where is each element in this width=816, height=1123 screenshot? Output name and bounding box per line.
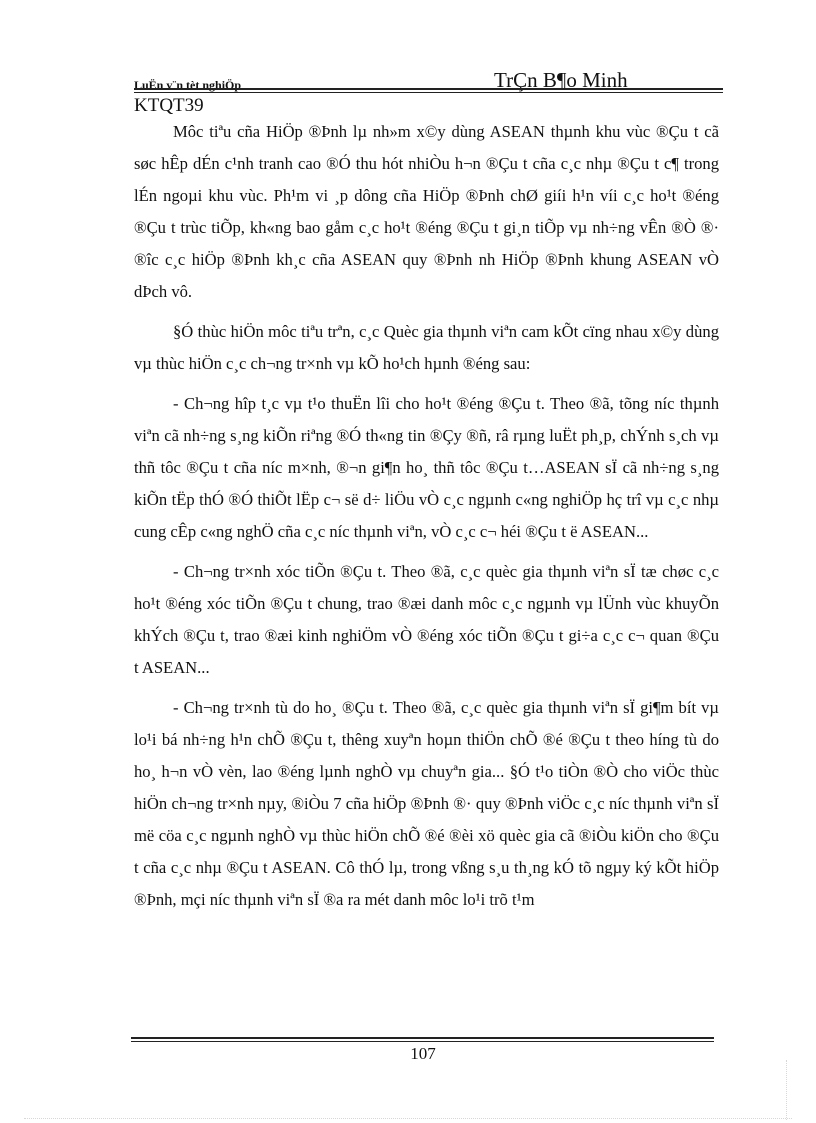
paragraph: - Ch¬ng tr×nh tù do ho¸ ®Çu t. Theo ®ã, c¸c quèc gia thµnh viªn sÏ gi¶m bít vµ lo¹i bá nh÷ng h¹n chÕ ®Çu t, thêng xuyªn hoµn thiÖn chÕ ®é ®Çu t theo híng tù do ho¸ h¬n vÒ vèn, lao ®éng lµnh nghÒ vµ chuyªn gia... §Ó t¹o tiÒn ®Ò cho viÖc thùc hiÖn ch¬ng tr×nh nµy, ®iÒu 7 cña hiÖp ®Þnh ®· quy ®Þnh viÖc c¸c níc thµnh viªn sÏ më cöa c¸c ngµnh nghÒ vµ thùc hiÖn chÕ ®é ®èi xö quèc gia cã ®iÒu kiÖn cho ®Çu t cña c¸c nhµ ®Çu t ASEAN. Cô thÓ lµ, trong vßng s¸u th¸ng kÓ tõ ngµy ký kÕt hiÖp ®Þnh, mçi níc thµnh viªn sÏ ®a ra mét danh môc lo¹i trõ t¹m (134, 698, 719, 909)
page-number: 107 (410, 1044, 436, 1063)
class-code: KTQT39 (134, 95, 204, 116)
page-edge-bottom (24, 1118, 792, 1119)
author-name: TrÇn B¶o Minh (494, 68, 628, 92)
document-body (134, 116, 719, 916)
paragraph: Môc tiªu cña HiÖp ®Þnh lµ nh»m x©y dùng ASEAN thµnh khu vùc ®Çu t cã søc hÊp dÉn c¹nh tranh cao ®Ó thu hót nhiÒu h¬n ®Çu t cña c¸c nhµ ®Çu t c¶ trong lÉn ngoµi khu vùc. Ph¹m vi ¸p dông cña HiÖp ®Þnh chØ giíi h¹n víi c¸c ho¹t ®éng ®Çu t trùc tiÕp, kh«ng bao gåm c¸c ho¹t ®éng ®Çu t gi¸n tiÕp vµ nh÷ng vÊn ®Ò ®· ®îc c¸c hiÖp ®Þnh kh¸c cña ASEAN quy ®Þnh nh HiÖp ®Þnh khung ASEAN vÒ dÞch vô. (134, 122, 719, 301)
paragraph: - Ch¬ng hîp t¸c vµ t¹o thuËn lîi cho ho¹t ®éng ®Çu t. Theo ®ã, tõng níc thµnh viªn cã nh÷ng s¸ng kiÕn riªng ®Ó th«ng tin ®Çy ®ñ, râ rµng luËt ph¸p, chÝnh s¸ch vµ thñ tôc ®Çu t cña níc m×nh, ®¬n gi¶n ho¸ thñ tôc ®Çu t…ASEAN sÏ cã nh÷ng s¸ng kiÕn tËp thÓ ®Ó thiÕt lËp c¬ së d÷ liÖu vÒ c¸c ngµnh c«ng nghiÖp hç trî vµ c¸c nhµ cung cÊp c«ng nghÖ cña c¸c níc thµnh viªn, vÒ c¸c c¬ héi ®Çu t ë ASEAN... (134, 394, 719, 541)
page-edge-side (786, 1060, 787, 1120)
thesis-title: LuËn v¨n tèt nghiÖp (134, 78, 242, 92)
footer-divider (131, 1037, 714, 1042)
header-divider (134, 88, 723, 93)
paragraph: §Ó thùc hiÖn môc tiªu trªn, c¸c Quèc gia thµnh viªn cam kÕt cïng nhau x©y dùng vµ thùc hiÖn c¸c ch¬ng tr×nh vµ kÕ ho¹ch hµnh ®éng sau: (134, 322, 719, 373)
paragraph: - Ch¬ng tr×nh xóc tiÕn ®Çu t. Theo ®ã, c¸c quèc gia thµnh viªn sÏ tæ chøc c¸c ho¹t ®éng xóc tiÕn ®Çu t chung, trao ®æi danh môc c¸c ngµnh vµ lÜnh vùc khuyÕn khÝch ®Çu t, trao ®æi kinh nghiÖm vÒ ®éng xóc tiÕn ®Çu t gi÷a c¸c c¬ quan ®Çu t ASEAN... (134, 562, 719, 677)
